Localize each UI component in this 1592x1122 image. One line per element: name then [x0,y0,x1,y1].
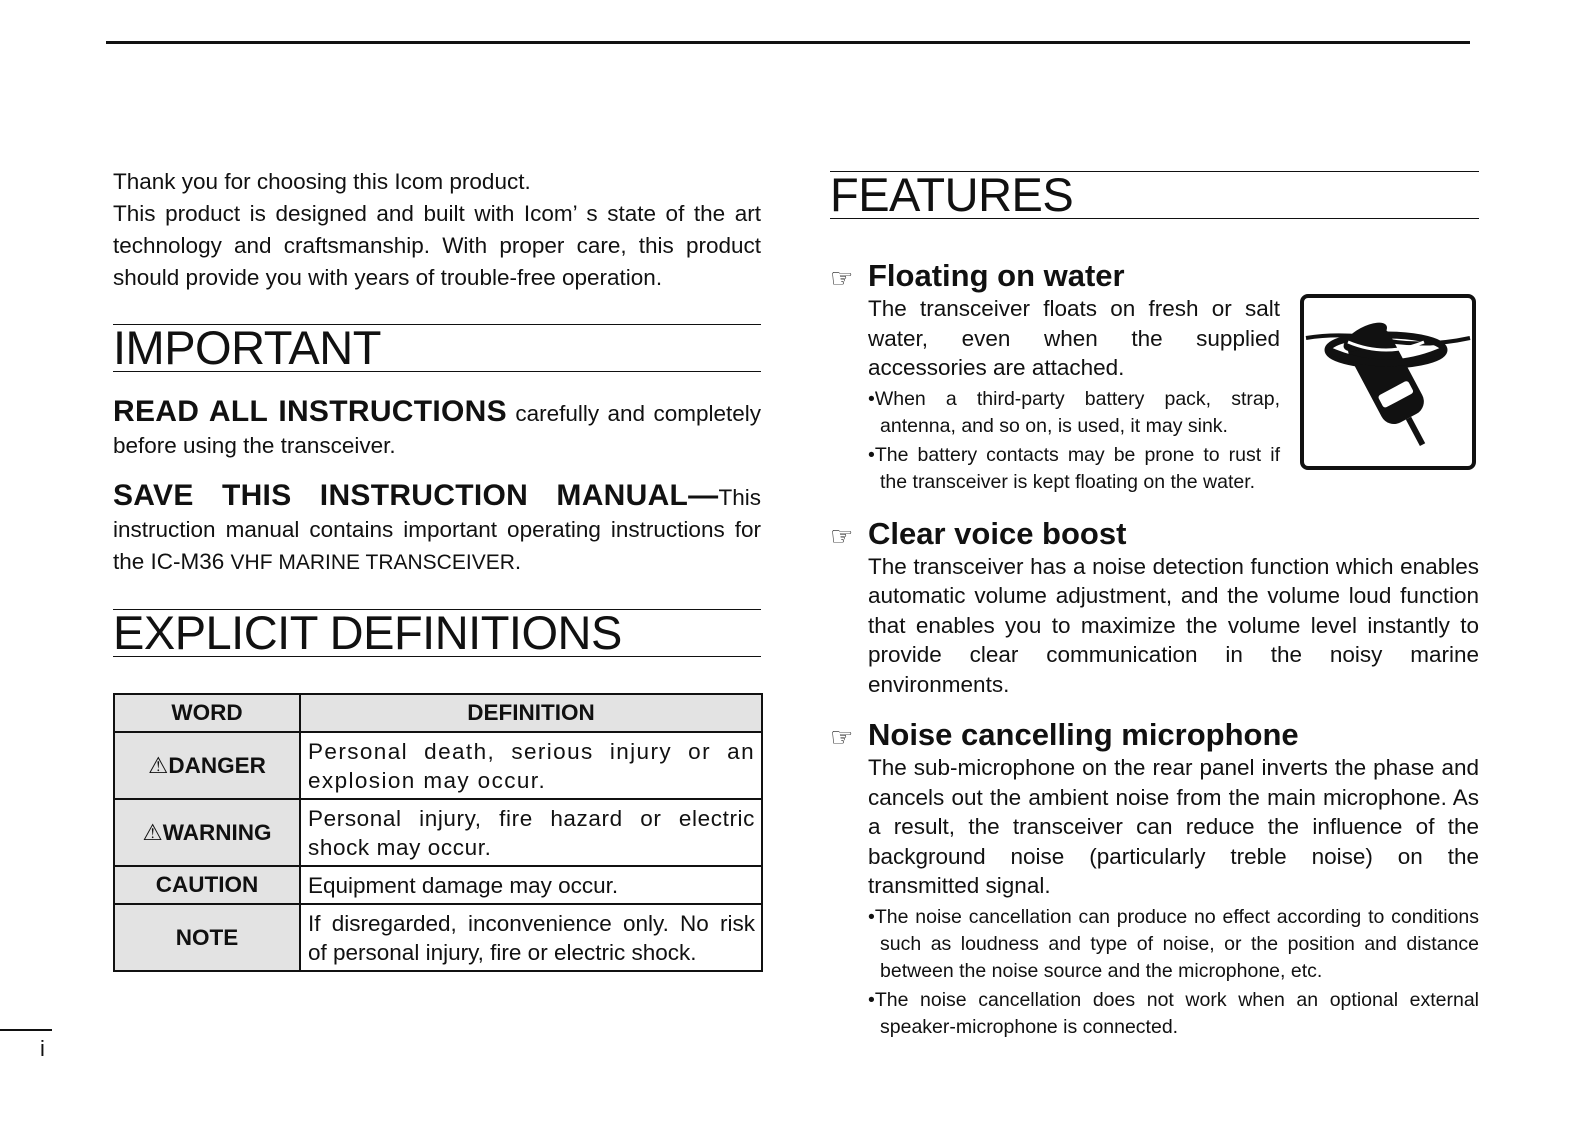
intro-line-2: This product is designed and built with Icom’ s state of the art technology and craftsmanship. With proper care, this product should provide you with years of trouble-free operation. [113,201,761,290]
feature-body [868,294,1479,498]
word-danger: DANGER [168,752,266,778]
header-rule [106,41,1470,44]
save-manual-lead: SAVE THIS INSTRUCTION MANUAL— [113,479,719,512]
pointing-hand-icon: ☞ [830,520,854,551]
read-instructions-lead: READ ALL INSTRUCTIONS [113,395,507,428]
feature-clear-voice [830,516,1479,700]
definition-note: If disregarded, inconvenience only. No risk of personal injury, fire or electric shock. [300,904,762,971]
read-instructions-text: carefully and completely before using the transceiver. [113,401,761,458]
save-manual-paragraph [113,480,761,579]
feature-title [830,258,1479,294]
feature-body [868,552,1479,700]
feature-description: The transceiver has a noise detection function which enables automatic volume adjustment, and the volume loud function that enables you to maximize the volume level instantly to provide clear communication in the noisy marine environments. [868,553,1479,697]
word-warning: WARNING [162,819,272,845]
footer-rule [0,1029,52,1031]
features-heading: FEATURES [830,171,1479,219]
product-type: VHF MARINE TRANSCEIVER [230,551,515,574]
feature-noise-cancelling [830,717,1479,1041]
left-column [113,166,761,972]
right-column [830,171,1479,1043]
feature-text [868,294,1280,498]
save-manual-end: . [514,549,522,574]
pointing-hand-icon: ☞ [830,722,854,752]
read-instructions-paragraph [113,396,761,462]
feature-title [830,516,1479,552]
list-item: •The battery contacts may be prone to rust if the transceiver is kept floating on the water. [868,443,1280,493]
table-row [114,732,762,799]
table-row [114,799,762,866]
save-manual-text: This instruction manual contains important operating instructions for the IC-M36 [113,485,761,574]
feature-bullets [868,904,1479,1041]
feature-title-text: Floating on water [868,258,1125,293]
word-note: NOTE [114,904,300,971]
definitions-heading: EXPLICIT DEFINITIONS [113,609,761,657]
table-row [114,866,762,904]
column-header-word: WORD [114,694,300,732]
word-cell-danger [114,732,300,799]
feature-title [830,717,1479,753]
list-item: •The noise cancellation does not work when an optional external speaker-microphone is connected. [868,988,1479,1038]
list-item: •The noise cancellation can produce no effect according to conditions such as loudness and type of noise, or the position and distance between the noise source and the microphone, etc. [868,905,1479,982]
table-header-row [114,694,762,732]
column-header-definition: DEFINITION [300,694,762,732]
important-heading: IMPORTANT [113,324,761,372]
word-cell-warning [114,799,300,866]
feature-title-text: Clear voice boost [868,515,1127,551]
feature-floating [830,258,1479,498]
feature-title-text: Noise cancelling microphone [868,717,1299,752]
feature-bullets [868,386,1280,496]
definition-caution: Equipment damage may occur. [300,866,762,904]
definition-danger: Personal death, serious injury or an explosion may occur. [300,732,762,799]
warning-triangle-icon: ⚠ [148,752,169,778]
warning-triangle-icon: ⚠ [142,819,163,845]
intro [113,166,761,294]
feature-description: The transceiver floats on fresh or salt water, even when the supplied accessories are attached. [868,296,1280,380]
pointing-hand-icon: ☞ [830,263,854,293]
intro-line-1: Thank you for choosing this Icom product. [113,169,531,194]
feature-body [868,753,1479,1041]
table-row [114,904,762,971]
definitions-table [113,693,763,972]
page-number: i [40,1036,45,1061]
list-item: •When a third-party battery pack, strap, antenna, and so on, is used, it may sink. [868,387,1280,437]
definition-warning: Personal injury, fire hazard or electric shock may occur. [300,799,762,866]
word-caution: CAUTION [114,866,300,904]
floating-transceiver-icon [1300,294,1476,470]
feature-description: The sub-microphone on the rear panel inverts the phase and cancels out the ambient noise from the main microphone. As a result, the transceiver can reduce the influence of the background noise (particularly treble noise) on the transmitted signal. [868,755,1479,898]
